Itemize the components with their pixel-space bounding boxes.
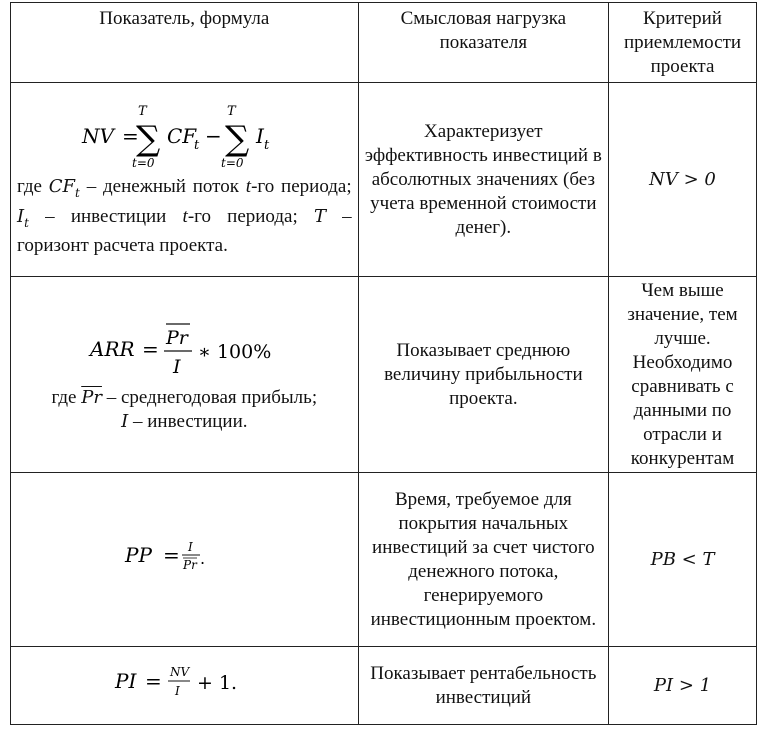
sum-upper-2: T <box>227 103 236 119</box>
header-formula: Показатель, формула <box>11 3 359 83</box>
arr-note: где $\overline{Pr}$ – среднегодовая прибыль; I – инвестиции. <box>51 386 318 432</box>
pp-lhs: PP <box>125 543 153 567</box>
table-row <box>11 473 757 647</box>
criterion-cell: Чем выше значение, тем лучше. Необходимо сравнивать с данными по отрасли и конкурентам <box>609 277 757 473</box>
sum-upper: T <box>138 103 147 119</box>
table-row <box>11 647 757 725</box>
arr-tail: ∗ 100% <box>198 340 272 363</box>
arr-lhs: ARR <box>90 336 135 361</box>
meaning-cell: Характеризует эффективность инвестиций в абсолютных значениях (без учета временной стоимости денег). <box>358 83 608 277</box>
term2-sub: t <box>264 137 270 153</box>
formula-cell <box>11 473 359 647</box>
header-meaning: Смысловая нагрузка показателя <box>358 3 608 83</box>
pp-formula <box>119 531 249 581</box>
minus-sign: − <box>205 123 223 148</box>
nv-formula <box>74 101 294 171</box>
formula-cell <box>11 83 359 277</box>
indicators-table <box>10 2 757 725</box>
equals-sign: = <box>122 123 140 148</box>
sum-lower: t=0 <box>132 155 155 170</box>
sum-symbol: ∑ <box>136 118 161 159</box>
formula-cell <box>11 647 359 725</box>
pp-denominator: Pr <box>183 558 198 572</box>
equals-sign: = <box>142 336 160 361</box>
criterion-cell: PI > 1 <box>609 647 757 725</box>
pi-formula <box>109 657 259 707</box>
table-row <box>11 277 757 473</box>
formula-cell <box>11 277 359 473</box>
pi-numerator: NV <box>170 665 190 679</box>
arr-formula <box>84 316 284 382</box>
term1: CF <box>167 123 197 148</box>
table-row <box>11 83 757 277</box>
criterion-cell: NV > 0 <box>609 83 757 277</box>
equals-sign: = <box>163 543 181 567</box>
equals-sign: = <box>145 669 163 693</box>
nv-lhs: NV <box>82 123 115 148</box>
pp-tail: . <box>200 549 206 568</box>
sum-symbol-2: ∑ <box>225 118 250 159</box>
term2: I <box>256 123 265 148</box>
meaning-cell: Показывает рентабельность инвестиций <box>358 647 608 725</box>
pi-tail: + 1. <box>197 672 238 694</box>
header-criterion: Критерий приемлемости проекта <box>609 3 757 83</box>
meaning-cell: Время, требуемое для покрытия начальных инвестиций за счет чистого денежного потока, генерируемого инвестиционным проектом. <box>358 473 608 647</box>
arr-denominator: I <box>173 355 181 378</box>
pi-denominator: I <box>175 684 181 698</box>
header-row <box>11 3 757 83</box>
pi-lhs: PI <box>115 669 137 693</box>
meaning-cell: Показывает среднюю величину прибыльности проекта. <box>358 277 608 473</box>
term1-sub: t <box>194 137 200 153</box>
sum-lower-2: t=0 <box>221 155 244 170</box>
criterion-cell: PB < T <box>609 473 757 647</box>
arr-numerator: Pr <box>166 326 189 349</box>
pp-numerator: I <box>188 540 194 554</box>
nv-note: где $CF_t$ – денежный поток t-го периода; $I_t$ – инвестиции t-го периода; T – горизонт расчета проекта. <box>17 175 352 257</box>
